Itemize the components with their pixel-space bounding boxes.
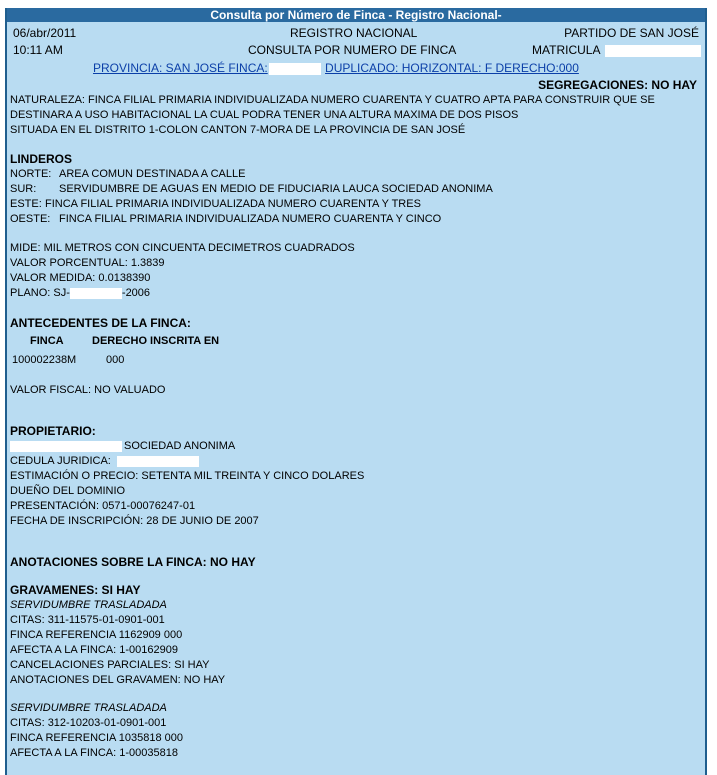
gravamen-afecta: AFECTA A LA FINCA: 1-00035818 <box>10 747 178 759</box>
gravamen-type: SERVIDUMBRE TRASLADADA <box>10 599 167 611</box>
partido-text: PARTIDO DE SAN JOSÉ <box>564 26 699 40</box>
gravamen-anotaciones: ANOTACIONES DEL GRAVAMEN: NO HAY <box>10 674 226 686</box>
propietario-name: SOCIEDAD ANONIMA <box>10 439 703 454</box>
duplicado-link[interactable]: DUPLICADO: HORIZONTAL: F DERECHO:000 <box>325 61 579 75</box>
matricula-label <box>532 43 701 58</box>
propietario-block <box>10 424 703 529</box>
dueno-text: DUEÑO DEL DOMINIO <box>10 485 126 497</box>
report-panel <box>5 8 707 775</box>
lindero-key: NORTE: <box>10 168 52 180</box>
valor-medida: VALOR MEDIDA: 0.0138390 <box>10 272 151 284</box>
matricula-redacted <box>605 45 701 57</box>
gravamen-cancelaciones: CANCELACIONES PARCIALES: SI HAY <box>10 659 210 671</box>
gravamen-ref: FINCA REFERENCIA 1035818 000 <box>10 732 184 744</box>
antecedente-derecho: 000 <box>106 354 125 366</box>
lindero-key: ESTE: <box>10 198 42 210</box>
gravamen-citas: CITAS: 311-11575-01-0901-001 <box>10 614 165 626</box>
antecedentes-heading: ANTECEDENTES DE LA FINCA: <box>10 316 191 330</box>
lindero-key: OESTE: <box>10 213 51 225</box>
lindero-key: SUR: <box>10 183 37 195</box>
finca-number-redacted <box>269 63 321 75</box>
medida-block <box>10 241 703 301</box>
naturaleza-line: SITUADA EN EL DISTRITO 1-COLON CANTON 7-MORA DE LA PROVINCIA DE SAN JOSÉ <box>10 124 466 136</box>
fecha-inscripcion: FECHA DE INSCRIPCIÓN: 28 DE JUNIO DE 2007 <box>10 515 259 527</box>
gravamen-afecta: AFECTA A LA FINCA: 1-00162909 <box>10 644 178 656</box>
gravamen-ref: FINCA REFERENCIA 1162909 000 <box>10 629 183 641</box>
matricula-label-text: MATRICULA <box>532 43 600 57</box>
gravamenes-heading: GRAVAMENES: SI HAY <box>10 583 141 597</box>
lindero-row <box>10 197 703 212</box>
plano-redacted <box>70 288 122 299</box>
antecedentes-header-row <box>10 334 703 349</box>
provincia-finca-link[interactable]: PROVINCIA: SAN JOSÉ FINCA: <box>93 61 322 75</box>
window-title: Consulta por Número de Finca - Registro Nacional- <box>7 8 705 22</box>
naturaleza-line: NATURALEZA: FINCA FILIAL PRIMARIA INDIVIDUALIZADA NUMERO CUARENTA Y CUATRO APTA PARA CONSTRUIR QUE SE <box>10 94 655 106</box>
query-type: CONSULTA POR NUMERO DE FINCA <box>248 43 457 57</box>
antecedente-finca: 100002238M <box>12 354 77 366</box>
antecedentes-row <box>10 353 703 368</box>
lindero-value: FINCA FILIAL PRIMARIA INDIVIDUALIZADA NUMERO CUARENTA Y CINCO <box>59 213 442 225</box>
anotaciones-heading: ANOTACIONES SOBRE LA FINCA: NO HAY <box>10 555 256 569</box>
estimacion-text: ESTIMACIÓN O PRECIO: SETENTA MIL TREINTA Y CINCO DOLARES <box>10 470 365 482</box>
cedula-row: CEDULA JURIDICA: <box>10 454 703 469</box>
gravamenes-block <box>10 583 703 761</box>
linderos-heading: LINDEROS <box>10 152 73 166</box>
col-finca-header: FINCA <box>30 335 64 347</box>
presentacion-text: PRESENTACIÓN: 0571-00076247-01 <box>10 500 196 512</box>
lindero-value: FINCA FILIAL PRIMARIA INDIVIDUALIZADA NUMERO CUARENTA Y TRES <box>45 198 421 210</box>
mide-text: MIDE: MIL METROS CON CINCUENTA DECIMETROS CUADRADOS <box>10 242 355 254</box>
time-text: 10:11 AM <box>13 43 63 57</box>
date-text: 06/abr/2011 <box>13 26 77 40</box>
antecedentes-block <box>10 316 703 368</box>
naturaleza-block <box>10 93 703 138</box>
gravamen-type: SERVIDUMBRE TRASLADADA <box>10 702 167 714</box>
lindero-value: AREA COMUN DESTINADA A CALLE <box>59 168 246 180</box>
lindero-row <box>10 167 703 182</box>
propietario-heading: PROPIETARIO: <box>10 424 96 438</box>
naturaleza-line: DESTINARA A USO HABITACIONAL LA CUAL PODRA TENER UNA ALTURA MAXIMA DE DOS PISOS <box>10 109 519 121</box>
lindero-value: SERVIDUMBRE DE AGUAS EN MEDIO DE FIDUCIARIA LAUCA SOCIEDAD ANONIMA <box>59 183 493 195</box>
valor-porcentual: VALOR PORCENTUAL: 1.3839 <box>10 257 165 269</box>
col-derecho-header: DERECHO INSCRITA EN <box>92 335 220 347</box>
finca-link-row <box>93 61 579 76</box>
segregaciones-heading: SEGREGACIONES: NO HAY <box>538 78 697 92</box>
valor-fiscal: VALOR FISCAL: NO VALUADO <box>10 384 166 396</box>
lindero-row <box>10 182 703 197</box>
lindero-row <box>10 212 703 227</box>
linderos-block <box>10 152 703 227</box>
cedula-redacted <box>117 456 199 467</box>
gravamen-citas: CITAS: 312-10203-01-0901-001 <box>10 717 167 729</box>
plano-text: PLANO: SJ- -2006 <box>10 287 151 299</box>
owner-name-redacted <box>10 441 122 452</box>
registry-name: REGISTRO NACIONAL <box>290 26 418 40</box>
